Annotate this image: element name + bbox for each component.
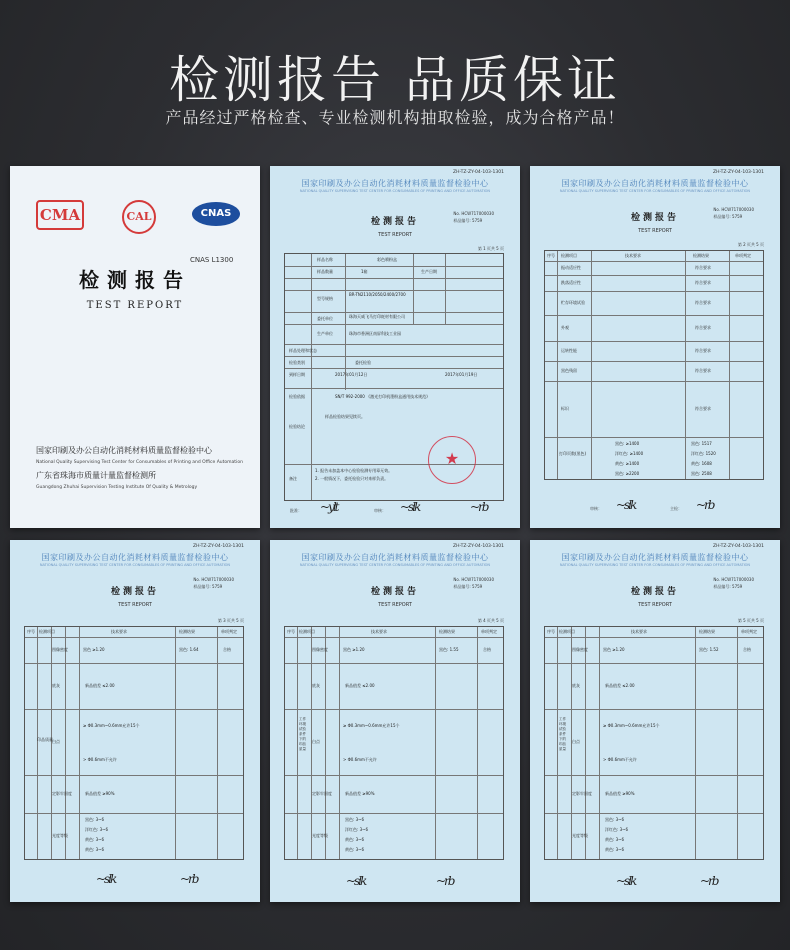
- grade-row: 黄色: 3~6: [85, 847, 105, 852]
- report-cover: [10, 166, 260, 528]
- result-pass: 符合要求: [695, 325, 711, 330]
- report-title-en: TEST REPORT: [638, 228, 672, 234]
- item-label: 底灰: [312, 683, 320, 688]
- page-mark: 第 4 页共 5 页: [477, 618, 504, 623]
- item-label: 白点: [312, 739, 320, 744]
- results-table: [24, 626, 244, 860]
- item-label: 贮存环境试验: [561, 300, 585, 305]
- control-number: ZH-TZ-ZY-04-103-1301: [713, 544, 764, 549]
- cover-org-cn: 国家印刷及办公自动化消耗材料质量监督检验中心: [36, 446, 212, 455]
- row-label: 委托单位: [317, 316, 333, 321]
- cnas-number: CNAS L1300: [190, 256, 234, 264]
- report-title-en: TEST REPORT: [118, 602, 152, 608]
- report-header: 国家印刷及办公自动化消耗材料质量监督检验中心: [301, 179, 489, 188]
- item-label: 图像密度: [572, 647, 588, 652]
- item-label: 跌落适应性: [561, 280, 581, 285]
- report-title: 检测报告: [630, 587, 679, 597]
- dot-req: > Φ0.6mm不允许: [83, 757, 117, 762]
- report-title: 检测报告: [370, 217, 419, 227]
- signature-icon: ~rb: [470, 500, 488, 514]
- row-label: 到样日期: [289, 372, 305, 377]
- fix-req: 新品值差 ≥90%: [85, 791, 115, 796]
- col-header: 检测结果: [439, 629, 455, 634]
- date-tested: 2017年01月19日: [445, 372, 478, 377]
- reviewer-label: 审核：: [590, 506, 602, 511]
- col-header: 检测项目: [39, 629, 55, 634]
- dot-req: ≥ Φ0.3mm~0.6mm允许15个: [83, 723, 140, 728]
- col-header: 技术要求: [631, 629, 647, 634]
- report-header-en: NATIONAL QUALITY SUPERVISING TEST CENTER FOR CONSUMABLES OF PRINTING AND OFFICE AUTOMATION: [299, 189, 491, 193]
- official-seal-icon: ★: [428, 436, 476, 484]
- density-req: 黑色 ≥1.20: [83, 647, 105, 652]
- page-subtitle: 产品经过严格检查、专业检测机构抽取检验，成为合格产品！: [165, 108, 625, 127]
- yield-val: 黑色: 1517: [691, 441, 712, 446]
- report-title-en: TEST REPORT: [378, 602, 412, 608]
- yield-req: 黄色: ≥1400: [615, 461, 640, 466]
- model-list: BR-TN2110/2050/2400/2700: [349, 292, 406, 297]
- report-header: 国家印刷及办公自动化消耗材料质量监督检验中心: [561, 553, 749, 562]
- col-header: 序号: [547, 629, 555, 634]
- report-header: 国家印刷及办公自动化消耗材料质量监督检验中心: [561, 179, 749, 188]
- yield-val: 洋红色: 1520: [691, 451, 716, 456]
- grade-row: 黄色: 3~6: [605, 837, 625, 842]
- note-2: 2. 一般情况下，委托检验只对来样负责。: [315, 476, 389, 481]
- report-number: No. HCW717000030 样品编号: 5759: [713, 577, 754, 589]
- signature-icon: ~rb: [436, 874, 454, 888]
- item-label: 图像密度: [52, 647, 68, 652]
- reviewer-label: 审核：: [374, 508, 386, 513]
- cover-title: 检测报告: [79, 268, 191, 292]
- density-req: 黑色 ≥1.20: [343, 647, 365, 652]
- item-label: 定影牢固度: [312, 791, 332, 796]
- date-received: 2017年01月12日: [335, 372, 368, 377]
- row-label: 检验依据: [289, 394, 305, 399]
- report-title: 检测报告: [370, 587, 419, 597]
- fix-req: 新品值差 ≥90%: [605, 791, 635, 796]
- density-req: 黑色 ≥1.20: [603, 647, 625, 652]
- control-number: ZH-TZ-ZY-04-103-1301: [713, 170, 764, 175]
- signature-icon: ~slk: [400, 500, 420, 514]
- row-label: 型号规格: [317, 296, 333, 301]
- col-header: 单项判定: [481, 629, 497, 634]
- yield-req: 黑色: ≥1400: [615, 441, 640, 446]
- col-header: 检测结果: [699, 629, 715, 634]
- density-val: 黑色: 1.64: [179, 647, 199, 652]
- col-header: 技术要求: [111, 629, 127, 634]
- page-title: 检测报告 品质保证: [169, 51, 621, 109]
- report-page-1: [270, 166, 520, 528]
- report-header: 国家印刷及办公自动化消耗材料质量监督检验中心: [301, 553, 489, 562]
- signature-icon: ~slk: [96, 872, 116, 886]
- row-label: 检验结论: [289, 424, 305, 429]
- item-label: 运转性能: [561, 348, 577, 353]
- results-table: [284, 626, 504, 860]
- report-number: No. HCW717000030 样品编号: 5759: [193, 577, 234, 589]
- product-name: 彩色喷粉盒: [377, 257, 397, 262]
- row-label: 生产日期: [421, 269, 437, 274]
- dot-req: ≥ Φ0.3mm~0.6mm允许15个: [343, 723, 400, 728]
- results-table: [544, 250, 764, 480]
- item-label: 黑色残留: [561, 368, 577, 373]
- cal-logo-icon: CAL: [122, 200, 156, 234]
- report-page-3: [10, 540, 260, 902]
- page-mark: 第 2 页共 5 页: [737, 242, 764, 247]
- grade-row: 黑色: 3~6: [345, 817, 365, 822]
- fog-req: 新品值差 ≤2.00: [85, 683, 115, 688]
- cover-title-en: TEST REPORT: [86, 300, 184, 311]
- item-label: 图像密度: [312, 647, 328, 652]
- fix-req: 新品值差 ≥90%: [345, 791, 375, 796]
- section-label: 印品质量: [37, 737, 53, 742]
- page-mark: 第 3 页共 5 页: [217, 618, 244, 623]
- grade-row: 黄色: 3~6: [345, 837, 365, 842]
- col-header: 检测项目: [561, 253, 577, 258]
- grade-row: 洋红色: 3~6: [605, 827, 629, 832]
- grade-row: 洋红色: 3~6: [85, 827, 109, 832]
- page-mark: 第 1 页共 5 页: [477, 246, 504, 251]
- section-label: 工作环境试验条件下的印品质量: [299, 717, 306, 751]
- item-label: 外观: [561, 325, 569, 330]
- client-address: 珠海市香洲区南屏科技工业园: [349, 331, 401, 336]
- col-header: 单项判定: [221, 629, 237, 634]
- test-category: 委托检验: [355, 360, 371, 365]
- item-label: 打印页数(黑色): [559, 451, 587, 456]
- note-1: 1. 报告未加盖本中心检验检测专用章无效。: [315, 468, 393, 473]
- item-label: 底灰: [572, 683, 580, 688]
- report-header-en: NATIONAL QUALITY SUPERVISING TEST CENTER FOR CONSUMABLES OF PRINTING AND OFFICE AUTOMATION: [39, 563, 231, 567]
- cover-org2-en: Guangdong Zhuhai Supervision Testing Institute Of Quality & Metrology: [36, 485, 198, 490]
- grade-row: 黑色: 3~6: [605, 817, 625, 822]
- col-header: 检测结果: [693, 253, 709, 258]
- col-header: 序号: [287, 629, 295, 634]
- grade-row: 黄色: 3~6: [605, 847, 625, 852]
- signature-icon: ~rb: [696, 498, 714, 512]
- cover-org-en: National Quality Supervising Test Center for Consumables of Printing and Office Automation: [36, 460, 243, 465]
- report-page-4: [270, 540, 520, 902]
- signature-icon: ~slk: [616, 498, 636, 512]
- report-header-en: NATIONAL QUALITY SUPERVISING TEST CENTER FOR CONSUMABLES OF PRINTING AND OFFICE AUTOMATION: [559, 563, 751, 567]
- result-pass: 符合要求: [695, 265, 711, 270]
- report-title: 检测报告: [630, 213, 679, 223]
- col-header: 序号: [27, 629, 35, 634]
- yield-val: 黑色: 2508: [691, 471, 712, 476]
- density-val: 黑色: 1.52: [699, 647, 719, 652]
- control-number: ZH-TZ-ZY-04-103-1301: [453, 544, 504, 549]
- item-label: 底灰: [52, 683, 60, 688]
- cover-org2-cn: 广东省珠海市质量计量监督检测所: [36, 471, 156, 480]
- dot-req: > Φ0.6mm不允许: [343, 757, 377, 762]
- cma-logo-icon: CMA: [36, 200, 84, 230]
- grade-row: 黑色: 3~6: [85, 817, 105, 822]
- report-header-en: NATIONAL QUALITY SUPERVISING TEST CENTER FOR CONSUMABLES OF PRINTING AND OFFICE AUTOMATION: [299, 563, 491, 567]
- col-header: 序号: [547, 253, 555, 258]
- test-basis: SN/T 992-2000 《激光打印机墨粉盒通用技术规范》: [335, 394, 431, 399]
- col-header: 单项判定: [735, 253, 751, 258]
- signature-icon: ~slk: [616, 874, 636, 888]
- report-number: No. HCW717000030 样品编号: 5759: [453, 577, 494, 589]
- yield-val: 黄色: 1608: [691, 461, 712, 466]
- results-table: [544, 626, 764, 860]
- item-label: 光度等级: [52, 833, 68, 838]
- fog-req: 新品值差 ≤2.00: [345, 683, 375, 688]
- result-pass: 合格: [223, 647, 231, 652]
- dot-req: > Φ0.6mm不允许: [603, 757, 637, 762]
- yield-req: 黑色: ≥2200: [615, 471, 640, 476]
- report-page-5: [530, 540, 780, 902]
- report-title: 检测报告: [110, 587, 159, 597]
- col-header: 检测项目: [299, 629, 315, 634]
- result-pass: 符合要求: [695, 368, 711, 373]
- grade-row: 黄色: 3~6: [85, 837, 105, 842]
- report-number: No. HCW717000030 样品编号: 5759: [713, 207, 754, 219]
- col-header: 技术要求: [371, 629, 387, 634]
- row-label: 检验类别: [289, 360, 305, 365]
- row-label: 样品数量: [317, 269, 333, 274]
- density-val: 黑色: 1.55: [439, 647, 459, 652]
- signature-icon: ~rb: [700, 874, 718, 888]
- result-pass: 符合要求: [695, 406, 711, 411]
- report-header-en: NATIONAL QUALITY SUPERVISING TEST CENTER FOR CONSUMABLES OF PRINTING AND OFFICE AUTOMATION: [559, 189, 751, 193]
- report-number: No. HCW717000030 样品编号: 5759: [453, 211, 494, 223]
- result-pass: 符合要求: [695, 300, 711, 305]
- report-page-2: [530, 166, 780, 528]
- row-label: 备注: [289, 476, 297, 481]
- signature-icon: ~slk: [346, 874, 366, 888]
- item-label: 定影牢固度: [52, 791, 72, 796]
- row-label: 样品名称: [317, 257, 333, 262]
- inspector-label: 主检：: [670, 506, 682, 511]
- control-number: ZH-TZ-ZY-04-103-1301: [453, 170, 504, 175]
- item-label: 定影牢固度: [572, 791, 592, 796]
- result-pass: 符合要求: [695, 348, 711, 353]
- row-label: 样品处理和状态: [289, 348, 317, 353]
- dot-req: ≥ Φ0.3mm~0.6mm允许15个: [603, 723, 660, 728]
- report-header: 国家印刷及办公自动化消耗材料质量监督检验中心: [41, 553, 229, 562]
- grade-row: 黄色: 3~6: [345, 847, 365, 852]
- header: [0, 0, 790, 160]
- fog-req: 新品值差 ≤2.00: [605, 683, 635, 688]
- item-label: 光度等级: [572, 833, 588, 838]
- col-header: 检测结果: [179, 629, 195, 634]
- row-label: 生产单位: [317, 331, 333, 336]
- signature-icon: ~rb: [180, 872, 198, 886]
- item-label: 光度等级: [312, 833, 328, 838]
- item-label: 白点: [52, 739, 60, 744]
- item-label: 标识: [561, 406, 569, 411]
- col-header: 单项判定: [741, 629, 757, 634]
- approver-label: 批准：: [290, 508, 302, 513]
- yield-req: 洋红色: ≥1400: [615, 451, 644, 456]
- client-name: 珠海天威飞马打印耗材有限公司: [349, 314, 405, 319]
- result-pass: 符合要求: [695, 280, 711, 285]
- certification-logos: [10, 200, 260, 264]
- item-label: 振动适应性: [561, 265, 581, 270]
- result-pass: 合格: [743, 647, 751, 652]
- col-header: 检测项目: [559, 629, 575, 634]
- page-mark: 第 5 页共 5 页: [737, 618, 764, 623]
- product-qty: 1箱: [361, 269, 368, 274]
- result-pass: 合格: [483, 647, 491, 652]
- control-number: ZH-TZ-ZY-04-103-1301: [193, 544, 244, 549]
- col-header: 技术要求: [625, 253, 641, 258]
- report-title-en: TEST REPORT: [638, 602, 672, 608]
- section-label: 工作环境试验条件下的印品质量: [559, 717, 566, 751]
- test-conclusion: 样品检验结果见续页。: [325, 414, 365, 419]
- item-label: 白点: [572, 739, 580, 744]
- signature-icon: ~ylt: [320, 500, 338, 514]
- report-title-en: TEST REPORT: [378, 232, 412, 238]
- grade-row: 洋红色: 3~6: [345, 827, 369, 832]
- cnas-logo-icon: CNAS: [192, 202, 240, 226]
